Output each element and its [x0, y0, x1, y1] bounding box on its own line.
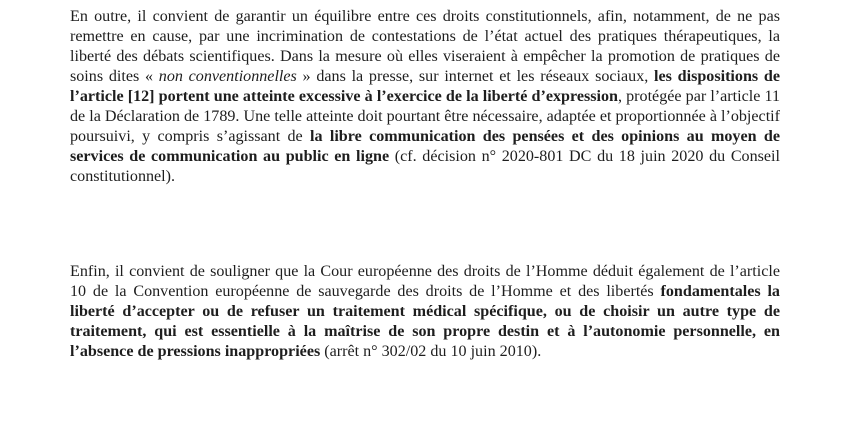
- text-run: Enfin, il convient de souligner que la Cour européenne des droits de l’Homme déduit également de l’article 10 de la Convention européenne de sauvegarde des droits de l’Homme et des libertés: [70, 263, 780, 300]
- bold-run: les dispositions de l’article [12] portent une atteinte excessive à l’exercice de la liberté d’expression: [70, 68, 780, 105]
- text-run: » dans la presse, sur internet et les réseaux sociaux,: [296, 68, 655, 85]
- text-run: (cf. décision n° 2020-801 DC du 18 juin 2020 du Conseil constitutionnel).: [70, 148, 780, 185]
- paragraph-2: [70, 262, 780, 362]
- bold-run: la libre communication des pensées et des opinions au moyen de services de communication au public en ligne: [70, 128, 780, 165]
- paragraph-1: [70, 7, 780, 187]
- bold-run: fondamentales la liberté d’accepter ou de refuser un traitement médical spécifique, ou de choisir un autre type de traitement, qui est essentielle à la maîtrise de son propre destin et à l’autonomie personnelle, en l’absence de pressions inappropriées: [70, 283, 780, 360]
- text-run: (arrêt n° 302/02 du 10 juin 2010).: [320, 343, 542, 360]
- italic-run: non conventionnelles: [158, 68, 297, 85]
- text-run: , protégée par l’article 11 de la Déclaration de 1789. Une telle atteinte doit pourtant être nécessaire, adaptée et proportionnée à l’objectif poursuivi, y compris s’agissant de: [70, 88, 780, 145]
- text-run: En outre, il convient de garantir un équilibre entre ces droits constitutionnels, afin, notamment, de ne pas remettre en cause, par une incrimination de contestations de l’état actuel des pratiques thérapeutiques, la liberté des débats scientifiques. Dans la mesure où elles viseraient à empêcher la promotion de pratiques de soins dites «: [70, 8, 780, 85]
